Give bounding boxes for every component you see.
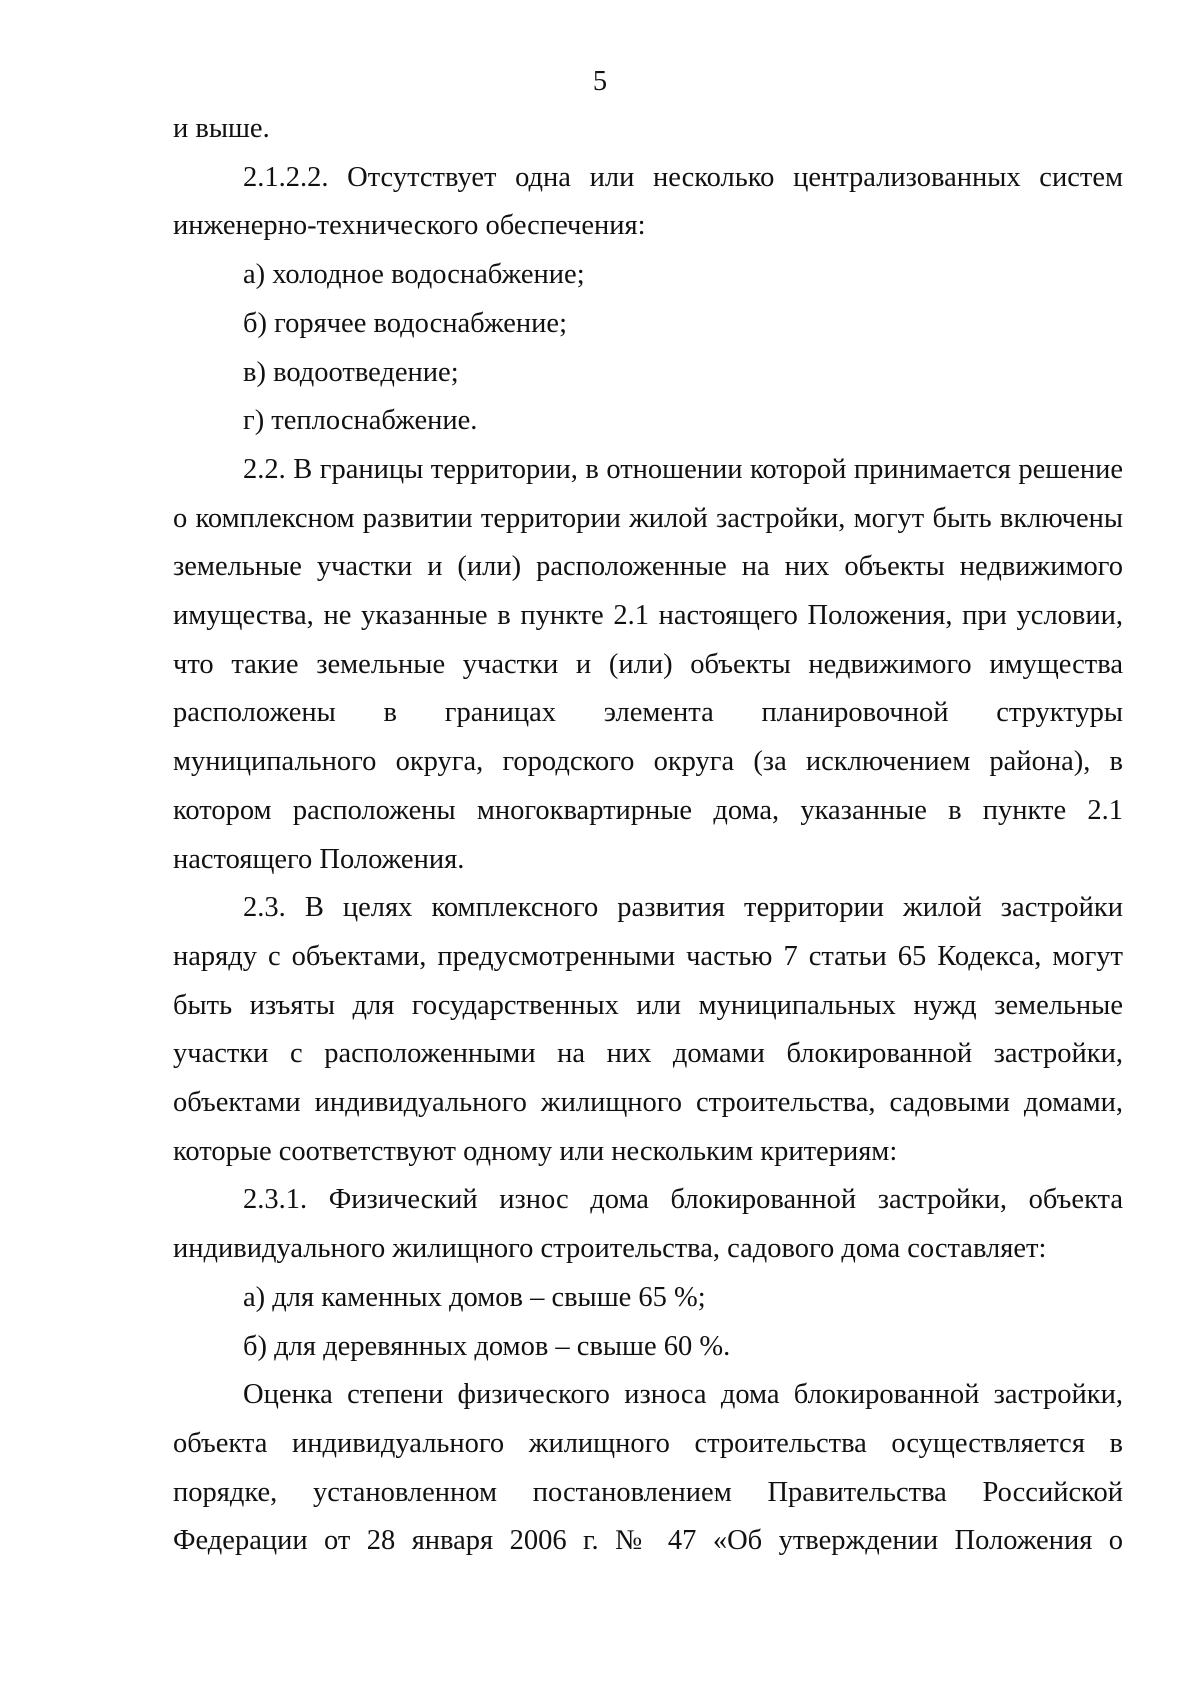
document-body <box>173 105 1123 1566</box>
list-item-stone-houses: а) для каменных домов – свыше 65 %; <box>243 1281 706 1313</box>
list-item-wooden-houses: б) для деревянных домов – свыше 60 %. <box>243 1330 731 1362</box>
paragraph-2-3: 2.3. В целях комплексного развития территории жилой застройки наряду с объектами, предусмотренными частью 7 статьи 65 Кодекса, могут быть изъяты для государственных или муниципальных нужд земельные участки с расположенными на них домами блокированной застройки, объектами индивидуального жилищного строительства, садовыми домами, которые соответствуют одному или нескольким критериям: <box>173 892 1123 1167</box>
list-item-cold-water: а) холодное водоснабжение; <box>243 259 585 291</box>
paragraph-wear-assessment: Оценка степени физического износа дома блокированной застройки, объекта индивидуального жилищного строительства осуществляется в порядке, установленном постановлением Правительства Российской Федерации от 28 января 2006 г. № 47 «Об утверждении Положения о <box>173 1379 1123 1557</box>
list-item-hot-water: б) горячее водоснабжение; <box>243 307 567 339</box>
paragraph-2-3-1: 2.3.1. Физический износ дома блокированной застройки, объекта индивидуального жилищного строительства, садового дома составляет: <box>173 1184 1123 1265</box>
list-item-sewerage: в) водоотведение; <box>243 356 459 388</box>
list-item-heating: г) теплоснабжение. <box>243 405 478 437</box>
page-number: 5 <box>592 66 608 97</box>
paragraph-2-2: 2.2. В границы территории, в отношении которой принимается решение о комплексном развитии территории жилой застройки, могут быть включены земельные участки и (или) расположенные на них объекты недвижимого имущества, не указанные в пункте 2.1 настоящего Положения, при условии, что такие земельные участки и (или) объекты недвижимого имущества расположены в границах элемента планировочной структуры муниципального округа, городского округа (за исключением района), в котором расположены многоквартирные дома, указанные в пункте 2.1 настоящего Положения. <box>173 453 1123 875</box>
paragraph-continuation: и выше. <box>173 113 270 144</box>
paragraph-2-1-2-2: 2.1.2.2. Отсутствует одна или несколько централизованных систем инженерно-технического обеспечения: <box>173 161 1123 242</box>
